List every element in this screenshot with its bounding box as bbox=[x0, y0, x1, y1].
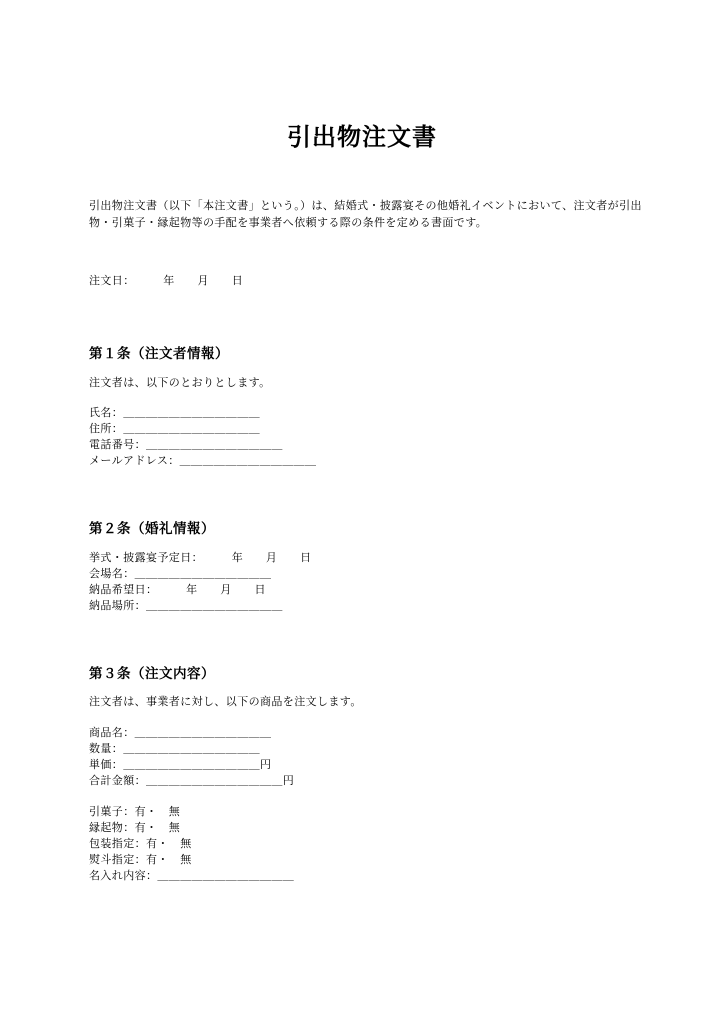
delivery-date-field: 納品希望日： 年 月 日 bbox=[89, 583, 266, 596]
article3-heading: 第３条（注文内容） bbox=[89, 666, 215, 682]
article1-description: 注文者は、以下のとおりとします。 bbox=[89, 376, 271, 389]
intro-paragraph: 引出物注文書（以下「本注文書」という。）は、結婚式・披露宴その他婚礼イベントにおいて、注文者が引出物・引菓子・縁起物等の手配を事業者へ依頼する際の条件を定める書面です。 bbox=[89, 199, 642, 229]
article1-heading: 第１条（注文者情報） bbox=[89, 346, 229, 362]
article2-heading: 第２条（婚礼情報） bbox=[89, 521, 215, 537]
option-hikigashi: 引菓子：有・ 無 bbox=[89, 805, 181, 818]
unit-price-field: 単価：＿＿＿＿＿＿＿＿＿＿＿＿円 bbox=[89, 758, 272, 771]
order-date-field: 注文日： 年 月 日 bbox=[89, 274, 244, 287]
option-name-engraving: 名入れ内容：＿＿＿＿＿＿＿＿＿＿＿＿ bbox=[89, 869, 295, 882]
product-name-field: 商品名：＿＿＿＿＿＿＿＿＿＿＿＿ bbox=[89, 726, 272, 739]
delivery-place-field: 納品場所：＿＿＿＿＿＿＿＿＿＿＿＿ bbox=[89, 599, 283, 612]
option-noshi: 熨斗指定：有・ 無 bbox=[89, 853, 192, 866]
option-wrapping: 包装指定：有・ 無 bbox=[89, 837, 192, 850]
option-engimono: 縁起物：有・ 無 bbox=[89, 821, 181, 834]
customer-address-field: 住所：＿＿＿＿＿＿＿＿＿＿＿＿ bbox=[89, 422, 260, 435]
customer-name-field: 氏名：＿＿＿＿＿＿＿＿＿＿＿＿ bbox=[89, 406, 260, 419]
customer-phone-field: 電話番号：＿＿＿＿＿＿＿＿＿＿＿＿ bbox=[89, 438, 283, 451]
total-amount-field: 合計金額：＿＿＿＿＿＿＿＿＿＿＿＿円 bbox=[89, 774, 295, 787]
customer-email-field: メールアドレス：＿＿＿＿＿＿＿＿＿＿＿＿ bbox=[89, 454, 317, 467]
quantity-field: 数量：＿＿＿＿＿＿＿＿＿＿＿＿ bbox=[89, 742, 260, 755]
ceremony-date-field: 挙式・披露宴予定日： 年 月 日 bbox=[89, 551, 312, 564]
article3-description: 注文者は、事業者に対し、以下の商品を注文します。 bbox=[89, 695, 362, 708]
document-title: 引出物注文書 bbox=[287, 123, 437, 151]
venue-name-field: 会場名：＿＿＿＿＿＿＿＿＿＿＿＿ bbox=[89, 567, 272, 580]
